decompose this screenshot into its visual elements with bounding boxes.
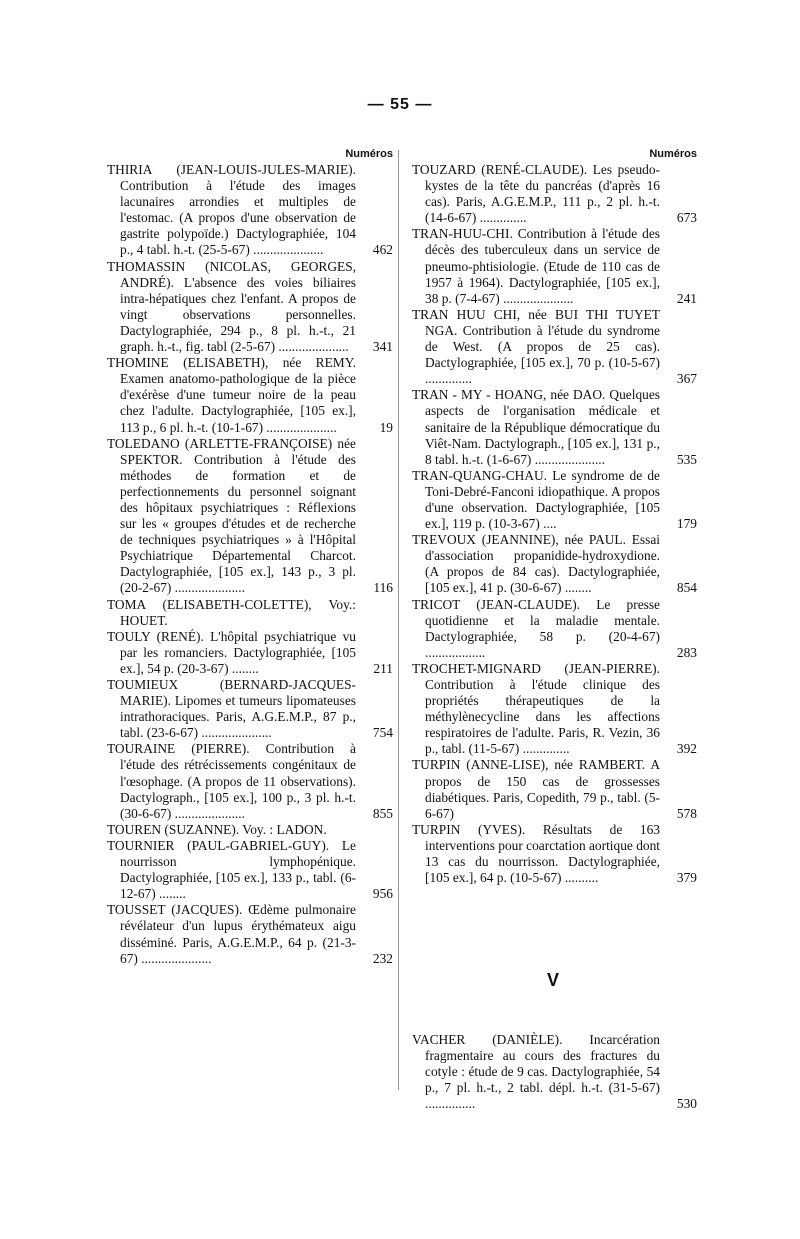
- left-entry-list: [107, 162, 393, 967]
- entry-number: 392: [676, 741, 697, 757]
- entry-number: 367: [676, 371, 697, 387]
- entry-number: 578: [676, 805, 697, 821]
- bibliography-entry: [107, 435, 393, 597]
- bibliography-entry: [107, 837, 393, 902]
- bibliography-entry: [107, 355, 393, 435]
- entry-text: TROCHET-MIGNARD (JEAN-PIERRE). Contribution à l'étude clinique des propriétés thérapeutiques de la méthylènecycline dans les affections respiratoires de l'adulte. Paris, R. Vezin, 36 p., tabl. (11-5-67) ..............: [412, 660, 660, 757]
- bibliography-entry: [107, 902, 393, 966]
- entry-number: 854: [676, 580, 697, 596]
- bibliography-entry: [412, 821, 697, 886]
- entry-number: 283: [676, 644, 697, 660]
- bibliography-entry: [107, 258, 393, 356]
- v-entry-list: [412, 1032, 697, 1112]
- entry-text: TOUSSET (JACQUES). Œdème pulmonaire révélateur d'un lupus érythémateux aigu disséminé. Paris, A.G.E.M.P., 64 p. (21-3-67) .....................: [107, 902, 356, 966]
- bibliography-entry: [412, 532, 697, 596]
- entry-text: TRAN - MY - HOANG, née DAO. Quelques aspects de l'organisation médicale et sanitaire de la République démocratique du Viêt-Nam. Dactylograph., [105 ex.], 131 p., 8 tabl. h.-t. (1-6-67) .....................: [412, 387, 660, 467]
- bibliography-entry: [107, 677, 393, 741]
- entry-text: TURPIN (YVES). Résultats de 163 interventions pour coarctation aortique dont 13 cas du nourrisson. Dactylographiée, [105 ex.], 64 p. (10-5-67) ..........: [412, 821, 661, 886]
- entry-text: TRICOT (JEAN-CLAUDE). Le presse quotidienne et la maladie mentale. Dactylographiée, 58 p. (20-4-67) ..................: [412, 596, 660, 660]
- entry-number: 241: [676, 290, 697, 306]
- entry-text: TOUZARD (RENÉ-CLAUDE). Les pseudo-kystes de la tête du pancréas (d'après 16 cas). Paris, A.G.E.M.P., 111 p., 2 pl. h.-t. (14-6-67) ..............: [412, 162, 660, 226]
- entry-number: 956: [372, 886, 393, 902]
- bibliography-entry: [107, 628, 393, 677]
- bibliography-entry: [412, 226, 697, 306]
- bibliography-entry: [412, 596, 697, 661]
- entry-text: TURPIN (ANNE-LISE), née RAMBERT. A propos de 150 cas de grossesses diabétiques. Paris, Copedith, 79 p., tabl. (5-6-67): [412, 757, 660, 821]
- entry-text: THOMINE (ELISABETH), née REMY. Examen anatomo-pathologique de la pièce d'exérèse d'une tumeur noire de la peau chez l'adulte. Dactylographiée, [105 ex.], 113 p., 6 pl. h.-t. (10-1-67) .....................: [107, 355, 356, 435]
- bibliography-entry: [107, 597, 390, 629]
- entry-number: 211: [373, 660, 393, 676]
- bibliography-entry: [412, 306, 697, 387]
- entry-text: TOURNIER (PAUL-GABRIEL-GUY). Le nourrisson lymphopénique. Dactylographiée, [105 ex.], 133 p., tabl. (6-12-67) ........: [107, 837, 356, 902]
- section-letter-heading: V: [546, 970, 559, 990]
- bibliography-entry: [412, 387, 697, 467]
- entry-text: TOURAINE (PIERRE). Contribution à l'étude des rétrécissements congénitaux de l'œsophage. (A propos de 11 observations). Dactylograph., [105 ex.], 100 p., 3 pl. h.-t. (30-6-67) .....................: [107, 741, 356, 821]
- entry-text: TREVOUX (JEANNINE), née PAUL. Essai d'association propanidide-hydroxydione. (A propos de 84 cas). Dactylographiée, [105 ex.], 41 p. (30-6-67) ........: [412, 532, 660, 596]
- bibliography-entry: [107, 822, 390, 838]
- column-divider: [398, 150, 399, 1090]
- entry-number: 341: [372, 339, 393, 355]
- bibliography-entry: [412, 162, 697, 226]
- entry-text: THOMASSIN (NICOLAS, GEORGES, ANDRÉ). L'absence des voies biliaires intra-hépatiques chez l'enfant. A propos de vingt observations personnelles. Dactylographiée, 294 p., 8 pl. h.-t., 21 graph. h.-t., fig. tabl (2-5-67) .....................: [107, 258, 356, 355]
- entry-number: 179: [676, 516, 697, 532]
- entry-text: TRAN-HUU-CHI. Contribution à l'étude des décès des tuberculeux dans un service de pneumo-phtisiologie. (Etude de 110 cas de 1957 à 1964). Dactylographiée, [105 ex.], 38 p. (7-4-67) .....................: [412, 226, 660, 306]
- entry-number: 232: [372, 950, 393, 966]
- entry-number: 462: [372, 242, 393, 258]
- entry-number: 530: [676, 1096, 697, 1112]
- entry-number: 855: [372, 805, 393, 821]
- left-column: [107, 146, 393, 967]
- column-header-right: Numéros: [649, 148, 697, 160]
- entry-text: TOLEDANO (ARLETTE-FRANÇOISE) née SPEKTOR. Contribution à l'étude des méthodes de formation et de perfectionnements du personnel soignant des hôpitaux psychiatriques : Réflexions sur les « groupes d'études et de recherche de techniques psychiatriques » à l'Hôpital Psychiatrique Départemental Charcot. Dactylographiée, [105 ex.], 143 p., 3 pl. (20-2-67) .....................: [107, 435, 356, 596]
- entry-text: TRAN-QUANG-CHAU. Le syndrome de de Toni-Debré-Fanconi idiopathique. A propos d'une observation. Dactylographiée, [105 ex.], 119 p. (10-3-67) ....: [412, 467, 660, 532]
- entry-text: VACHER (DANIÈLE). Incarcération fragmentaire au cours des fractures du cotyle : étude de 9 cas. Dactylographiée, 54 p., 7 pl. h.-t., 2 tabl. dépl. h.-t. (31-5-67) ...............: [412, 1032, 660, 1112]
- bibliography-entry: [107, 741, 393, 821]
- bibliography-entry: [412, 660, 697, 758]
- entry-text: TOULY (RENÉ). L'hôpital psychiatrique vu par les romanciers. Dactylographiée, [105 ex.], 54 p. (20-3-67) ........: [107, 628, 356, 676]
- right-entry-list: [412, 162, 697, 886]
- entry-text: TOUREN (SUZANNE). Voy. : LADON.: [107, 821, 327, 837]
- entry-text: THIRIA (JEAN-LOUIS-JULES-MARIE). Contribution à l'étude des images lacunaires arrondies et multiples de l'estomac. (A propos d'une observation de gastrite polypoïde.) Dactylographiée, 104 p., 4 tabl. h.-t. (25-5-67) .....................: [107, 162, 356, 258]
- entry-number: 673: [676, 210, 697, 226]
- bibliography-entry: [107, 162, 393, 259]
- entry-text: TOMA (ELISABETH-COLETTE), Voy.: HOUET.: [107, 596, 356, 628]
- bibliography-entry: [412, 757, 697, 821]
- v-section: [412, 1032, 697, 1112]
- entry-number: 19: [379, 419, 393, 435]
- column-header-left: Numéros: [345, 148, 393, 160]
- entry-number: 754: [372, 725, 393, 741]
- entry-number: 379: [676, 870, 697, 886]
- entry-number: 535: [676, 451, 697, 467]
- bibliography-entry: [412, 467, 697, 532]
- page-number: — 55 —: [367, 96, 433, 113]
- bibliography-entry: [412, 1032, 697, 1112]
- entry-text: TOUMIEUX (BERNARD-JACQUES-MARIE). Lipomes et tumeurs lipomateuses intrathoraciques. Paris, A.G.E.M.P., 87 p., tabl. (23-6-67) .....................: [107, 677, 356, 741]
- entry-text: TRAN HUU CHI, née BUI THI TUYET NGA. Contribution à l'étude du syndrome de West. (A propos de 25 cas). Dactylographiée, [105 ex.], 70 p. (10-5-67) ..............: [412, 306, 660, 387]
- entry-number: 116: [373, 580, 393, 596]
- right-column: [412, 146, 697, 886]
